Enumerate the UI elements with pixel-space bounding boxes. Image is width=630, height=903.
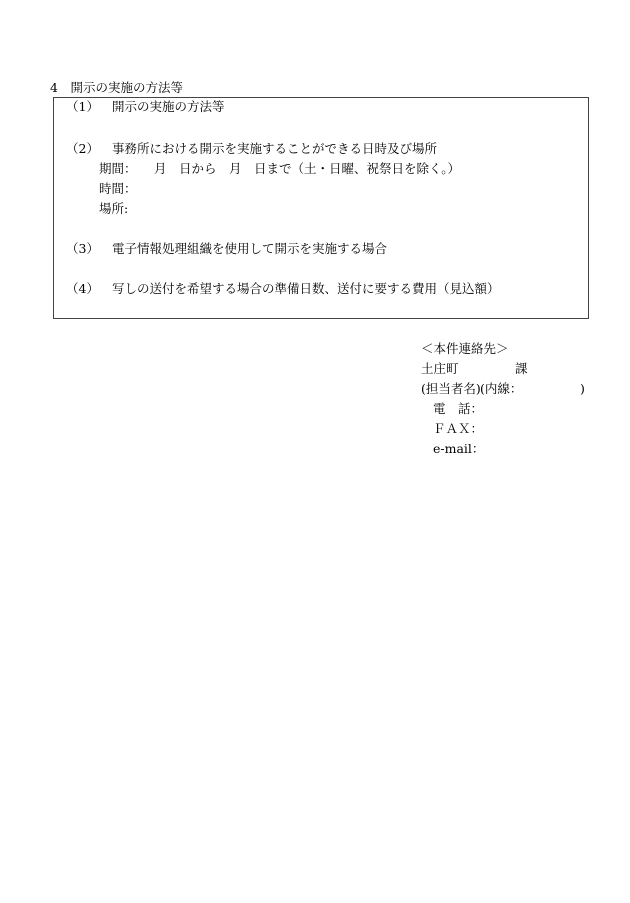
contact-title: ＜本件連絡先＞ bbox=[421, 341, 509, 356]
period-label: 期間： bbox=[99, 161, 137, 176]
item-2-number: （2） bbox=[66, 141, 99, 156]
contact-person-label: (担当者名) bbox=[421, 381, 481, 396]
place-label: 場所: bbox=[99, 201, 129, 216]
item-3-label: 電子情報処理組織を使用して開示を実施する場合 bbox=[112, 241, 388, 256]
section-heading: 4 開示の実施の方法等 bbox=[50, 80, 183, 95]
contact-phone-label: 電 話： bbox=[433, 401, 484, 416]
contact-extension-close: ) bbox=[580, 381, 585, 396]
time-label: 時間： bbox=[99, 181, 137, 196]
item-2-label: 事務所における開示を実施することができる日時及び場所 bbox=[112, 141, 438, 156]
item-1-number: （1） bbox=[66, 99, 99, 114]
contact-extension-label: (内線： bbox=[480, 381, 523, 396]
item-4-label: 写しの送付を希望する場合の準備日数、送付に要する費用（見込額） bbox=[112, 281, 500, 296]
contact-email-label: e-mail： bbox=[433, 441, 485, 456]
item-1-label: 開示の実施の方法等 bbox=[112, 99, 225, 114]
period-text: 月 日から 月 日まで（土・日曜、祝祭日を除く。） bbox=[154, 161, 461, 176]
contact-dept-suffix: 課 bbox=[515, 361, 528, 376]
contact-town: 土庄町 bbox=[421, 361, 459, 376]
item-3-number: （3） bbox=[66, 241, 99, 256]
item-4-number: （4） bbox=[66, 281, 99, 296]
contact-fax-label: ＦＡＸ： bbox=[433, 421, 484, 436]
